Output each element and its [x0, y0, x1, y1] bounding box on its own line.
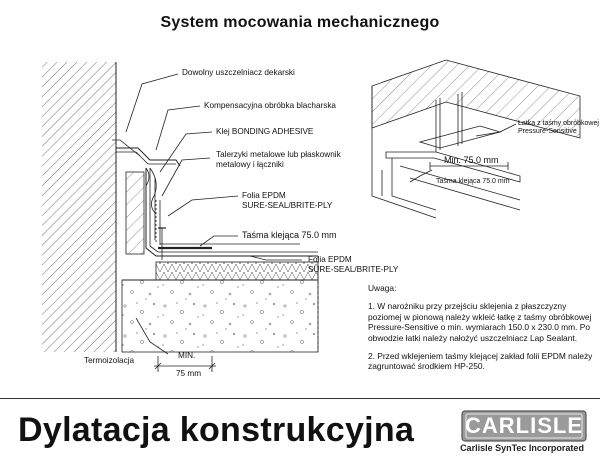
logo-wordmark: CARLISLE	[465, 413, 583, 438]
label-plates-line1: Talerzyki metalowe lub płaskownik	[216, 150, 341, 159]
note-1: 1. W narożniku przy przejściu sklejenia z płaszczyzny poziomej w pionową należy wkleić łatkę z taśmy obróbkowej Pressure-Sensitive o min. wymiarach 150.0 x 230.0 mm. Po obwodzie łatki należy nałożyć uszczelniacz Lap Sealant.	[368, 301, 592, 343]
isometric-detail	[372, 60, 580, 218]
label-min: MIN.	[178, 351, 196, 360]
label-epdm-upper-line2: SURE-SEAL/BRITE-PLY	[242, 201, 333, 210]
page-title: System mocowania mechanicznego	[160, 14, 440, 31]
iso-label-min-75: Min. 75.0 mm	[444, 155, 499, 165]
label-plates-line2: metalowy i łączniki	[216, 160, 284, 169]
label-bonding-adhesive: Klej BONDING ADHESIVE	[216, 127, 314, 136]
iso-label-tape: Taśma klejąca 75.0 mm	[436, 178, 510, 185]
notes-block	[368, 283, 596, 380]
label-epdm-lower-line1: Folia EPDM	[308, 255, 352, 264]
label-dim-75: 75 mm	[176, 369, 202, 378]
footer-bar	[0, 398, 600, 462]
detail-title: Dylatacja konstrukcyjna	[18, 411, 415, 449]
label-epdm-lower-line2: SURE-SEAL/BRITE-PLY	[308, 265, 399, 274]
label-insulation: Termoizolacja	[84, 356, 135, 365]
logo-subtitle: Carlisle SynTec Incorporated	[460, 443, 584, 453]
label-tape-main: Taśma klejąca 75.0 mm	[242, 230, 337, 240]
label-epdm-upper-line1: Folia EPDM	[242, 191, 286, 200]
notes-heading: Uwaga:	[368, 283, 397, 293]
label-sealant: Dowolny uszczelniacz dekarski	[182, 68, 295, 77]
note-2: 2. Przed wklejeniem taśmy klejącej zakład folii EPDM należy zagruntować środkiem HP-250.	[368, 351, 593, 372]
label-flashing: Kompensacyjna obróbka blacharska	[204, 101, 336, 110]
iso-label-patch-line1: Łatka z taśmy obróbkowej	[518, 120, 599, 127]
iso-label-patch-line2: Pressure-Sensitive	[518, 128, 577, 135]
carlisle-logo	[452, 407, 592, 457]
